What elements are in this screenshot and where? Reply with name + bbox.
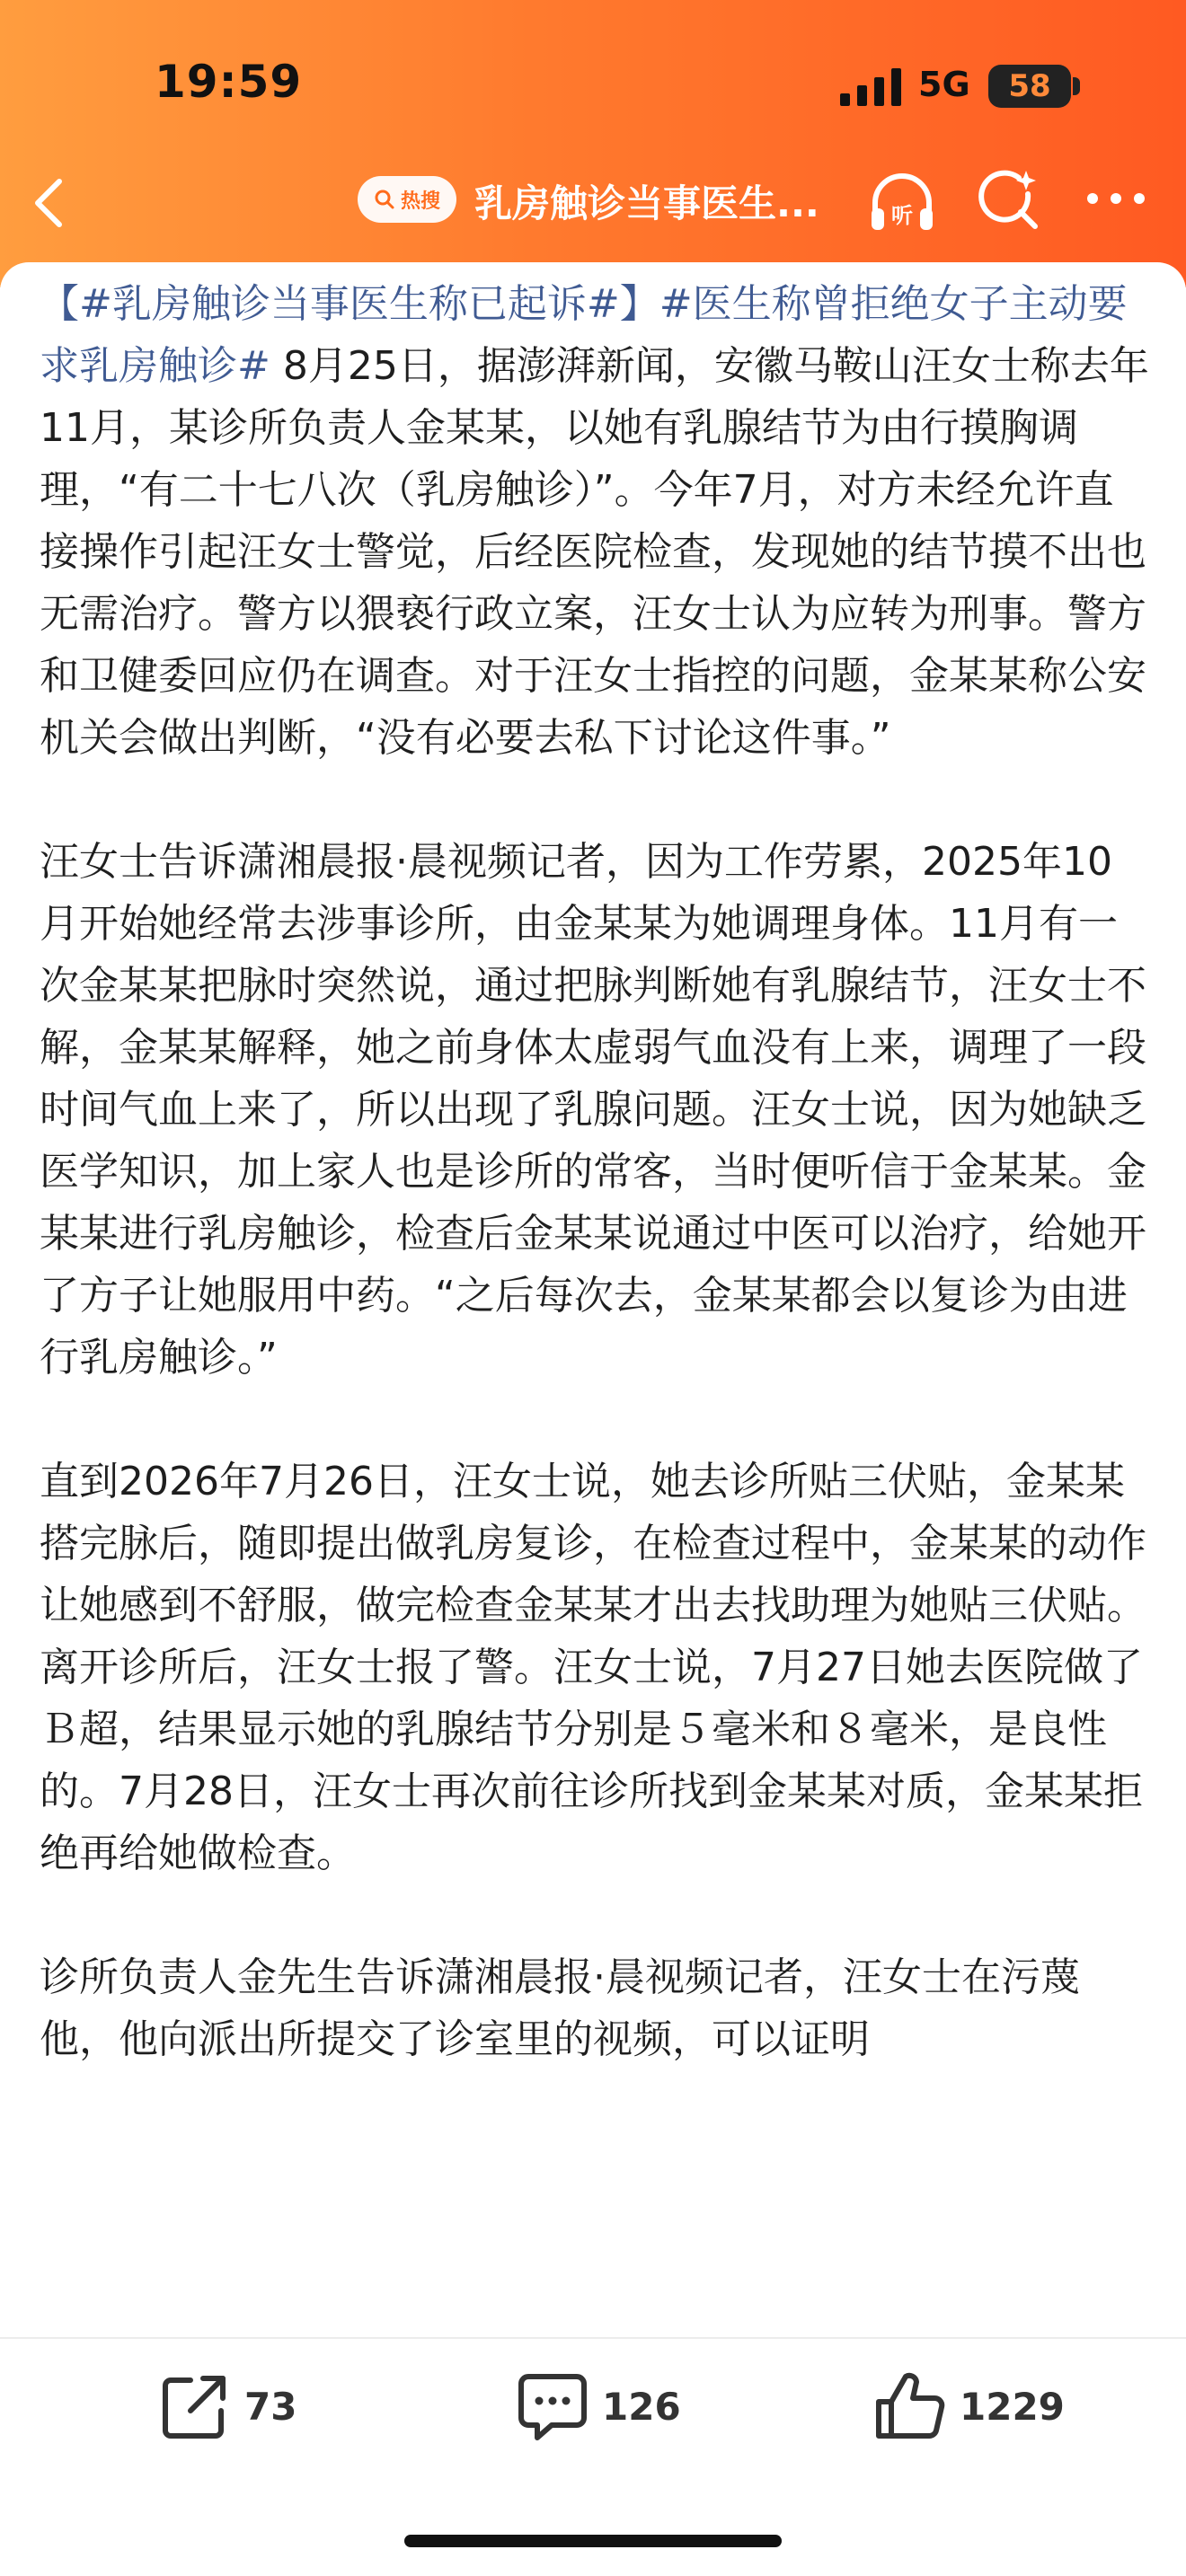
battery-tip — [1073, 77, 1080, 95]
article-paragraph: 诊所负责人金先生告诉潇湘晨报·晨视频记者，汪女士在污蔑他，他向派出所提交了诊室里的视频，可以证明 — [40, 1954, 1080, 2062]
hashtag-link[interactable]: #医生称曾拒绝女子主动要求乳房触诊# — [40, 281, 1128, 389]
comment-icon — [516, 2369, 589, 2443]
article-paragraph: 直到2026年7月26日，汪女士说，她去诊所贴三伏贴，金某某搭完脉后，随即提出做乳房复诊，在检查过程中，金某某的动作让她感到不舒服，做完检查金某某才出去找助理为她贴三伏贴。离开诊所后，汪女士报了警。汪女士说，7月27日她去医院做了Ｂ超，结果显示她的乳腺结节分别是５毫米和８毫米，是良性的。7月28日，汪女士再次前往诊所找到金某某对质，金某某拒绝再给她做检查。 — [40, 1459, 1146, 1876]
like-button[interactable] — [873, 2339, 1065, 2474]
article-body — [40, 273, 1150, 2132]
thumbs-up-icon — [873, 2369, 947, 2443]
headphones-icon[interactable] — [864, 165, 940, 241]
page-title: 乳房触诊当事医生... — [474, 181, 819, 225]
status-bar — [0, 0, 1186, 171]
more-icon[interactable] — [1084, 185, 1148, 212]
share-button[interactable] — [158, 2339, 296, 2474]
search-icon[interactable] — [976, 167, 1040, 232]
network-type: 5G — [918, 65, 970, 104]
hot-tag-label: 热搜 — [400, 190, 440, 213]
hashtag-link[interactable]: 【#乳房触诊当事医生称已起诉#】 — [40, 281, 659, 327]
home-indicator — [404, 2535, 782, 2547]
back-icon[interactable] — [27, 176, 72, 230]
paragraph-text: 8月25日，据澎湃新闻，安徽马鞍山汪女士称去年11月，某诊所负责人金某某，以她有乳腺结节为由行摸胸调理，“有二十七八次（乳房触诊）”。今年7月，对方未经允许直接操作引起汪女士警觉，后经医院检查，发现她的结节摸不出也无需治疗。警方以猥亵行政立案，汪女士认为应转为刑事。警方和卫健委回应仍在调查。对于汪女士指控的问题，金某某称公安机关会做出判断，“没有必要去私下讨论这件事。” — [40, 343, 1149, 761]
svg-text:听: 听 — [891, 203, 913, 228]
article-paragraph — [40, 273, 1150, 769]
comment-button[interactable] — [516, 2339, 681, 2474]
article-paragraph: 汪女士告诉潇湘晨报·晨视频记者，因为工作劳累，2025年10月开始她经常去涉事诊所，由金某某为她调理身体。11月有一次金某某把脉时突然说，通过把脉判断她有乳腺结节，汪女士不解，金某某解释，她之前身体太虚弱气血没有上来，调理了一段时间气血上来了，所以出现了乳腺问题。汪女士说，因为她缺乏医学知识，加上家人也是诊所的常客，当时便听信于金某某。金某某进行乳房触诊，检查后金某某说通过中医可以治疗，给她开了方子让她服用中药。“之后每次去，金某某都会以复诊为由进行乳房触诊。” — [40, 839, 1146, 1381]
magnifier-icon — [374, 189, 395, 210]
battery-level: 58 — [1008, 68, 1051, 104]
like-count: 1229 — [960, 2384, 1065, 2429]
hot-search-tag[interactable] — [358, 176, 456, 223]
comment-count: 126 — [602, 2384, 681, 2429]
share-count: 73 — [244, 2384, 297, 2429]
cellular-signal-icon — [840, 68, 903, 106]
status-time: 19:59 — [155, 56, 303, 108]
battery-icon — [988, 65, 1071, 108]
share-icon — [158, 2369, 232, 2443]
article-container — [0, 262, 1186, 2337]
